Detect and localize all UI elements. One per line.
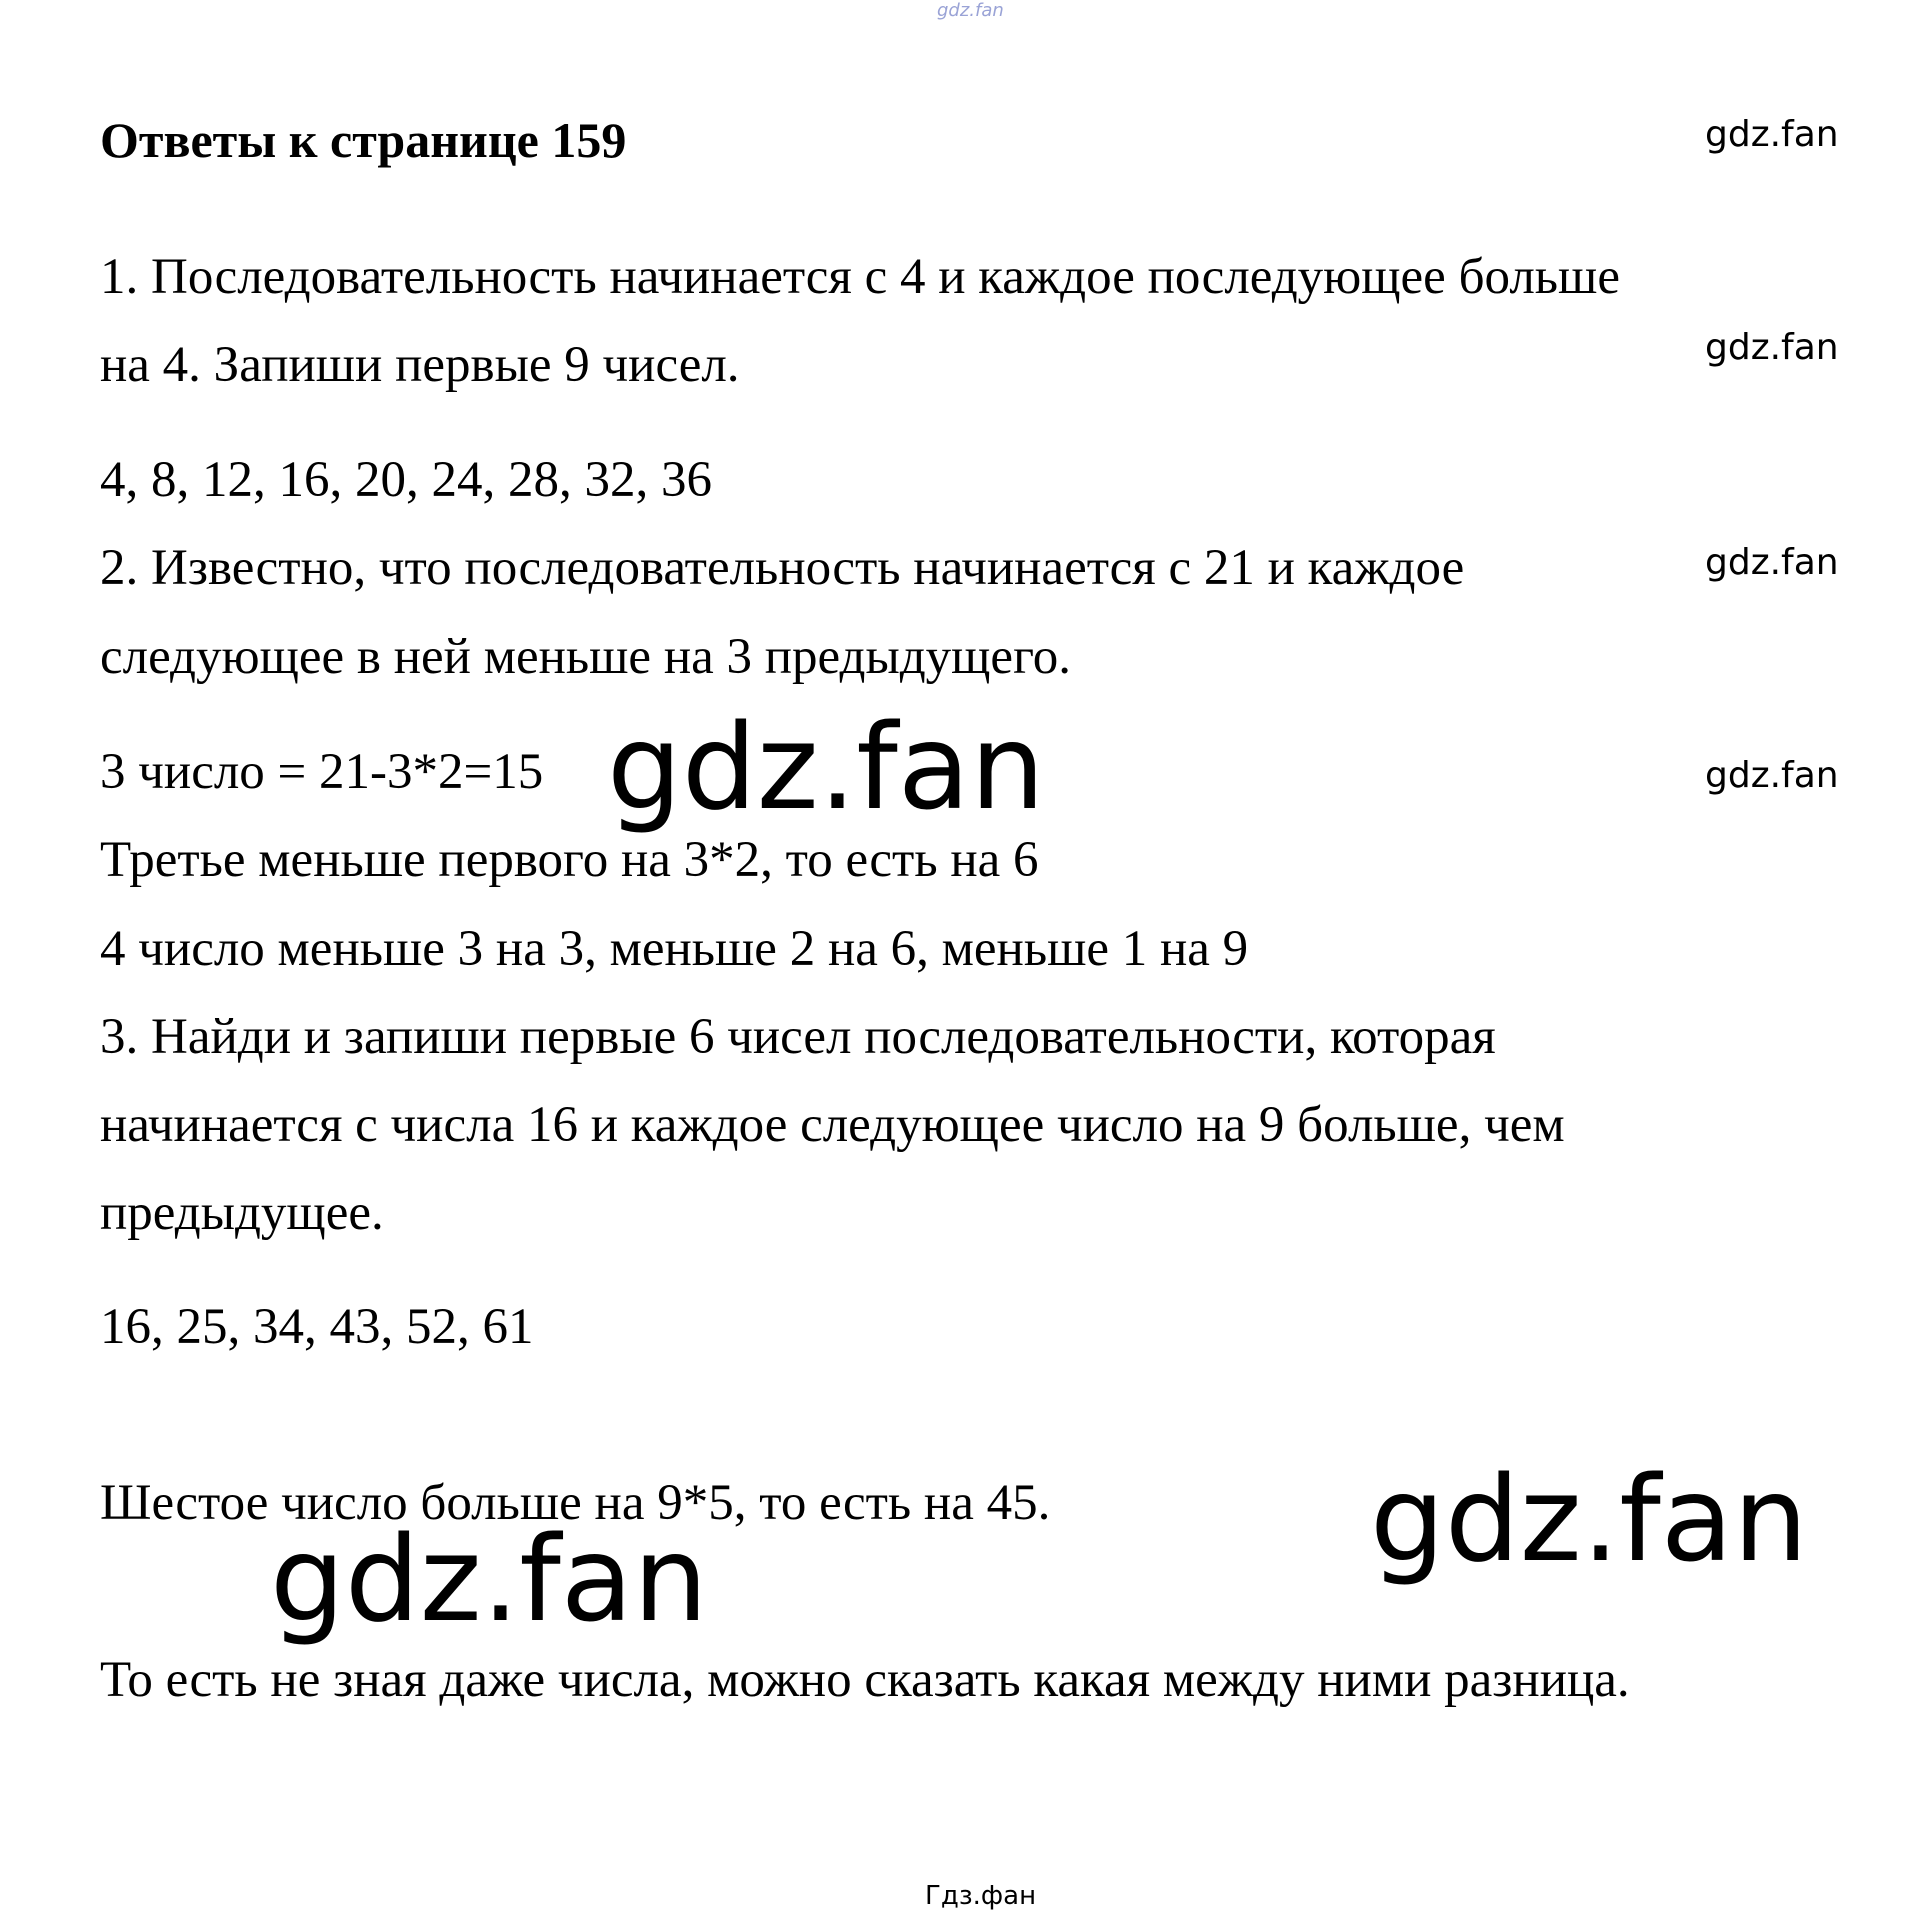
task-2-answer-line-3: 4 число меньше 3 на 3, меньше 2 на 6, меньше 1 на 9 — [100, 921, 1249, 977]
watermark-small-3: gdz.fan — [1705, 542, 1839, 583]
watermark-bottom: Гдз.фан — [925, 1881, 1037, 1911]
task-2-text-line-2: следующее в ней меньше на 3 предыдущего. — [100, 629, 1071, 685]
task-1-text-line-2: на 4. Запиши первые 9 чисел. — [100, 337, 740, 393]
watermark-big-3: gdz.fan — [270, 1510, 708, 1648]
task-2-answer-line-1: 3 число = 21-3*2=15 — [100, 744, 544, 800]
task-3-explanation-line-1: Шестое число больше на 9*5, то есть на 45. — [100, 1475, 1051, 1531]
task-1-answer: 4, 8, 12, 16, 20, 24, 28, 32, 36 — [100, 452, 712, 508]
watermark-small-2: gdz.fan — [1705, 327, 1839, 368]
watermark-big-1: gdz.fan — [607, 698, 1045, 836]
task-3-answer: 16, 25, 34, 43, 52, 61 — [100, 1299, 534, 1355]
watermark-big-2: gdz.fan — [1370, 1450, 1808, 1588]
watermark-small-1: gdz.fan — [1705, 114, 1839, 155]
task-3-explanation-line-2: То есть не зная даже числа, можно сказать какая между ними разница. — [100, 1652, 1630, 1708]
watermark-top: gdz.fan — [937, 0, 1004, 21]
task-3-text-line-1: 3. Найди и запиши первые 6 чисел последовательности, которая — [100, 1009, 1496, 1065]
page-title: Ответы к странице 159 — [100, 112, 627, 168]
task-3-text-line-3: предыдущее. — [100, 1185, 384, 1241]
task-2-text-line-1: 2. Известно, что последовательность начинается с 21 и каждое — [100, 540, 1465, 596]
watermark-small-4: gdz.fan — [1705, 755, 1839, 796]
task-3-text-line-2: начинается с числа 16 и каждое следующее число на 9 больше, чем — [100, 1097, 1565, 1153]
task-2-answer-line-2: Третье меньше первого на 3*2, то есть на 6 — [100, 832, 1039, 888]
task-1-text-line-1: 1. Последовательность начинается с 4 и каждое последующее больше — [100, 249, 1620, 305]
